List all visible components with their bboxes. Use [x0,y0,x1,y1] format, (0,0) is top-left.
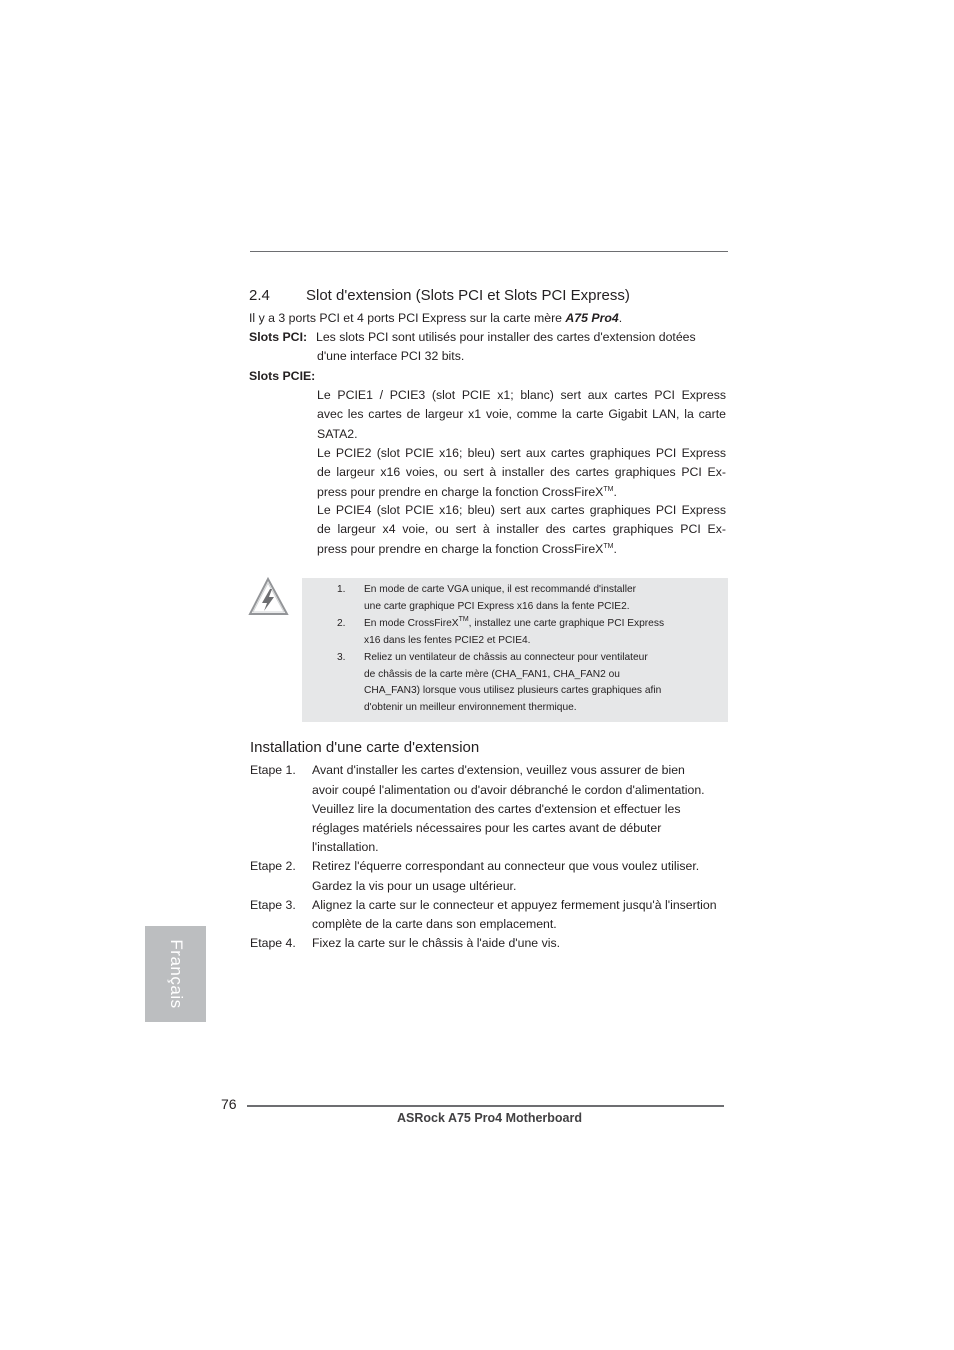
note-3-number: 3. [337,652,346,663]
step-4-label: Etape 4. [250,936,296,950]
language-label: Français [166,939,186,1009]
note-2-line-1: En mode CrossFireX™, installez une carte graphique PCI Express [364,616,665,629]
footer-rule [247,1105,724,1107]
pcie-label: Slots PCIE: [249,369,316,383]
step-4-line-1: Fixez la carte sur le châssis à l'aide d'une vis. [312,936,561,950]
step-2-line-1: Retirez l'équerre correspondant au connecteur que vous voulez utiliser. [312,859,700,873]
step-1-line-2: avoir coupé l'alimentation ou d'avoir débranché le cordon d'alimentation. [312,783,705,797]
note-1-number: 1. [337,584,346,595]
note-3-line-2: de châssis de la carte mère (CHA_FAN1, CHA_FAN2 ou [364,669,620,680]
pcie-paragraph-3: Le PCIE4 (slot PCIE x16; bleu) sert aux cartes graphiques PCI Express de largeur x4 voie, ou sert à installer des cartes graphiques PCI Ex- press pour prendre en charge la fonction CrossFireX™. [317,503,726,556]
pci-line-1: Les slots PCI sont utilisés pour installer des cartes d'extension dotées [316,330,696,344]
step-1-line-3: Veuillez lire la documentation des cartes d'extension et effectuer les [312,802,681,816]
intro-paragraph: Il y a 3 ports PCI et 4 ports PCI Express sur la carte mère A75 Pro4. [249,311,623,325]
step-3-label: Etape 3. [250,898,296,912]
step-3-line-2: complète de la carte dans son emplacement. [312,917,557,931]
pcie-paragraph-1: Le PCIE1 / PCIE3 (slot PCIE x1; blanc) sert aux cartes PCI Express avec les cartes de largeur x1 voie, comme la carte Gigabit LAN, la carte SATA2. [317,388,726,441]
header-rule [250,251,728,252]
step-1-line-4: réglages matériels nécessaires pour les cartes avant de débuter [312,821,662,835]
step-1-label: Etape 1. [250,763,296,777]
note-3-line-1: Reliez un ventilateur de châssis au connecteur pour ventilateur [364,652,648,663]
footer-text: ASRock A75 Pro4 Motherboard [397,1111,582,1125]
note-1-line-2: une carte graphique PCI Express x16 dans la fente PCIE2. [364,601,630,612]
pci-label: Slots PCI: [249,330,308,344]
pcie-paragraph-2: Le PCIE2 (slot PCIE x16; bleu) sert aux cartes graphiques PCI Express de largeur x16 voies, ou sert à installer des cartes graphiques PCI Ex- press pour prendre en charge la fonction CrossFireX™. [317,446,726,499]
note-2-number: 2. [337,618,346,629]
step-2-line-2: Gardez la vis pour un usage ultérieur. [312,879,517,893]
note-3-line-3: CHA_FAN3) lorsque vous utilisez plusieurs cartes graphiques afin [364,685,662,696]
pci-line-2: d'une interface PCI 32 bits. [317,349,465,363]
step-1-line-5: l'installation. [312,840,379,854]
note-2-line-2: x16 dans les fentes PCIE2 et PCIE4. [364,635,531,646]
section-heading [249,287,630,304]
page-number: 76 [221,1096,237,1112]
step-2-label: Etape 2. [250,859,296,873]
note-3-line-4: d'obtenir un meilleur environnement thermique. [364,702,577,713]
model-name: A75 Pro4 [565,311,619,325]
note-1-line-1: En mode de carte VGA unique, il est recommandé d'installer [364,584,637,595]
language-side-tab [145,926,206,1022]
section-title: Slot d'extension (Slots PCI et Slots PCI Express) [306,287,630,304]
step-1-line-1: Avant d'installer les cartes d'extension, veuillez vous assurer de bien [312,763,685,777]
step-3-line-1: Alignez la carte sur le connecteur et appuyez fermement jusqu'à l'insertion [312,898,717,912]
section-number: 2.4 [249,287,270,304]
install-heading: Installation d'une carte d'extension [250,739,480,756]
warning-triangle-icon [248,576,290,618]
